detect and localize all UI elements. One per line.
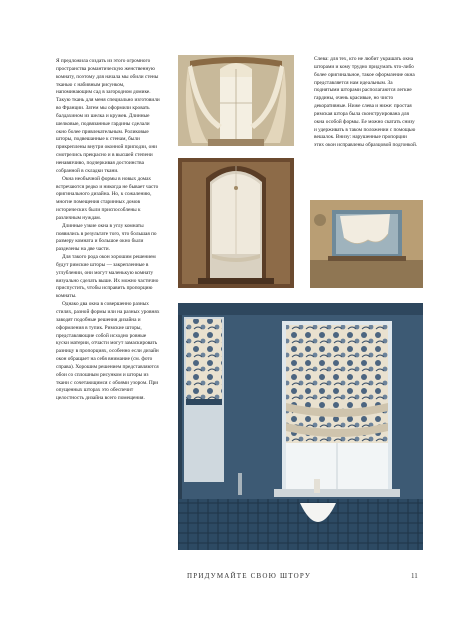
left-text-column xyxy=(56,58,160,403)
left-paragraph-4: Для такого рода окон хорошим решением будут римские шторы — закрепленные в углублении, они могут маленькую комнату визуально сделать выше. Их можно частично приспустить, чтобы исправить пропорцию комнаты. xyxy=(56,254,159,300)
left-paragraph-3: Длинные узкие окна в углу комнаты появились в результате того, что большая по размеру комната и большое окно были разделены на две части. xyxy=(56,222,157,253)
photo-corner-window xyxy=(310,200,423,288)
left-paragraph-5: Однако два окна в совершенно разных стилях, разной формы или на разных уровнях заводят подобные решения дизайна и оформления в тупик. Римские шторы, представляющие собой исходно ровные куски материи, отчасти могут замаскировать разницу в пропорциях, особенно если дизайн окон обращает на себя внимание (см. фото справа). Хорошим решением представляются обои со сплошным рисунком и шторы из ткани с сочетающимся с обоями узором. При опущенных шторах это обеспечит целостность дизайна всего помещения. xyxy=(56,301,160,402)
photo-caption: Слева: для тех, кто не любит украшать окна шторами и кому трудно придумать что-либо более оригинальное, такое оформление окна представляется нам идеальным. За поднятыми шторами располагаются легкие гардины, очень красивые, но чисто декоративные. Ниже слева и ниже: простая римская штора была сконструирована для окна особой формы. Ее можно скатать снизу и удерживать в таком положении с помощью вешалок. Внизу: нарушенные пропорции этих окон исправлены образцовой подгонкой. xyxy=(314,56,418,149)
page-number: 11 xyxy=(411,572,418,580)
right-caption-column xyxy=(314,56,418,150)
page-footer xyxy=(0,572,461,586)
photo-arched-blind xyxy=(178,158,294,288)
left-paragraph-2: Окна необычной формы в новых домах встречаются редко и никогда не бывает часто оригинального дизайна. Но, к сожалению, многие помещения старинных домов исторических были приспособлены к различным нуждам. xyxy=(56,175,159,221)
photo-roman-blinds-room xyxy=(178,303,423,550)
photo-draped-window xyxy=(178,55,294,146)
running-title: ПРИДУМАЙТЕ СВОЮ ШТОРУ xyxy=(187,572,311,580)
left-paragraph-1: Я предложила создать из этого огромного пространства романтическую женственную комнату, поэтому для начала мы обили стены тканью с набивным рисунком, напоминающим сад в загородном домике. Такую ткань для меня специально изготовили во Франции. Затем мы оформили кровать балдахином из шелка и кружев. Длинные шелковые, подвязанные гардины сделали окно более привлекательным. Роликовые шторы, подвешанные к стенам, были прикреплены внутри оконной приподзи, они смотрелись прекрасно и в высшей степени ненавязчиво, подчеркивая достоинства собранной в складки ткани. xyxy=(56,58,160,174)
